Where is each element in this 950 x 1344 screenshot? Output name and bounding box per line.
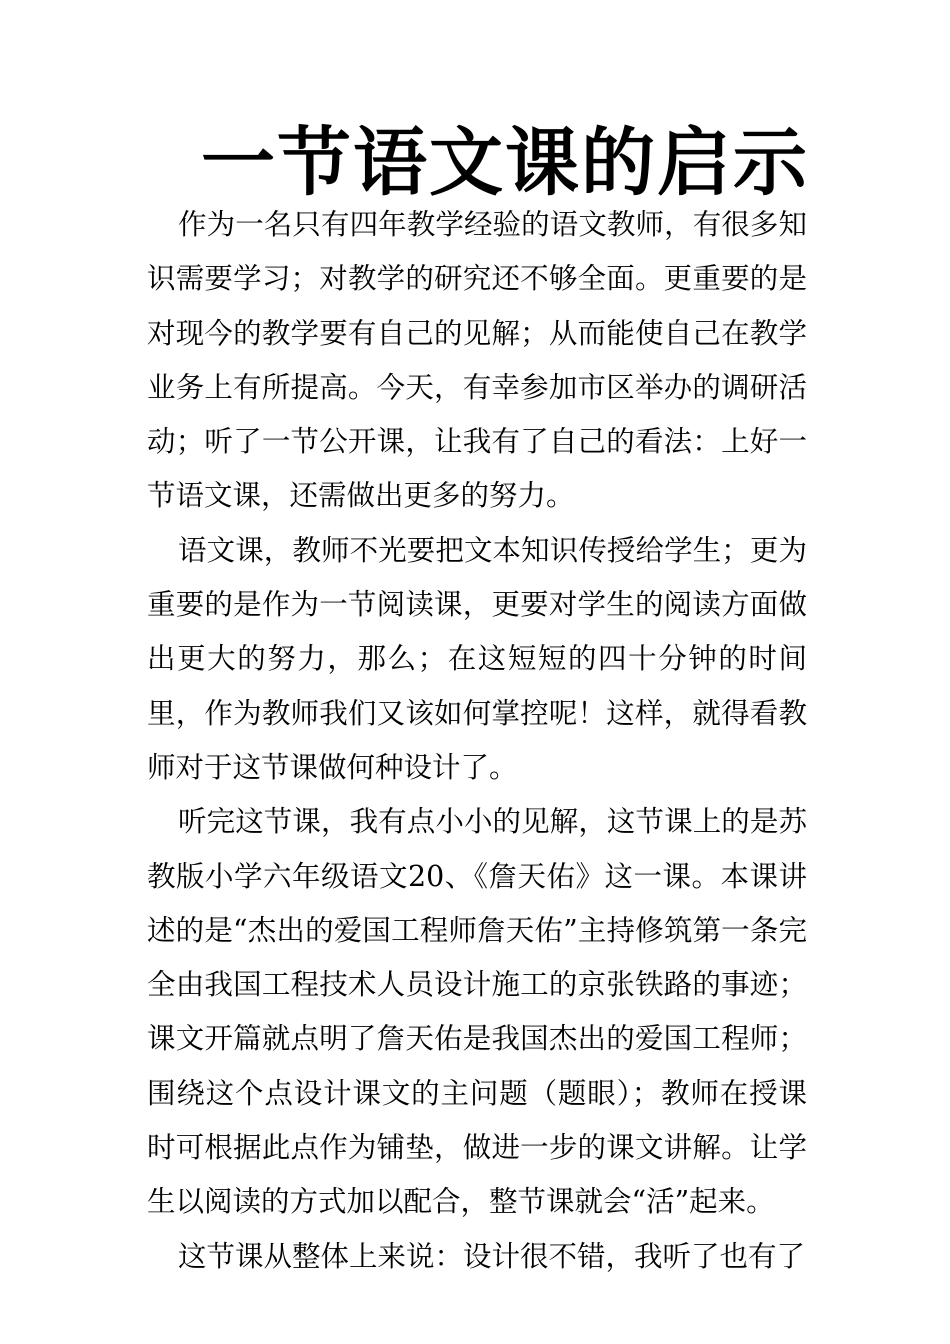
document-title: 一节语文课的启示 xyxy=(201,120,809,206)
paragraph-1: 作为一名只有四年教学经验的语文教师，有很多知识需要学习；对教学的研究还不够全面。更重要的是对现今的教学要有自己的见解；从而能使自己在教学业务上有所提高。今天，有幸参加市区举办的调研活动；听了一节公开课，让我有了自己的看法：上好一节语文课，还需做出更多的努力。 xyxy=(147,208,807,513)
paragraph-4: 这节课从整体上来说：设计很不错，我听了也有了 xyxy=(178,1239,806,1273)
paragraph-3: 听完这节课，我有点小小的见解，这节课上的是苏教版小学六年级语文20、《詹天佑》这一课。本课讲述的是“杰出的爱国工程师詹天佑”主持修筑第一条完全由我国工程技术人员设计施工的京张铁路的事迹；课文开篇就点明了詹天佑是我国杰出的爱国工程师；围绕这个点设计课文的主问题（题眼）；教师在授课时可根据此点作为铺垫，做进一步的课文讲解。让学生以阅读的方式加以配合，整节课就会“活”起来。 xyxy=(147,805,807,1219)
document-body xyxy=(147,198,807,1284)
paragraph-2: 语文课，教师不光要把文本知识传授给学生；更为重要的是作为一节阅读课，更要对学生的阅读方面做出更大的努力，那么；在这短短的四十分钟的时间里，作为教师我们又该如何掌控呢！这样，就得看教师对于这节课做何种设计了。 xyxy=(147,533,807,784)
